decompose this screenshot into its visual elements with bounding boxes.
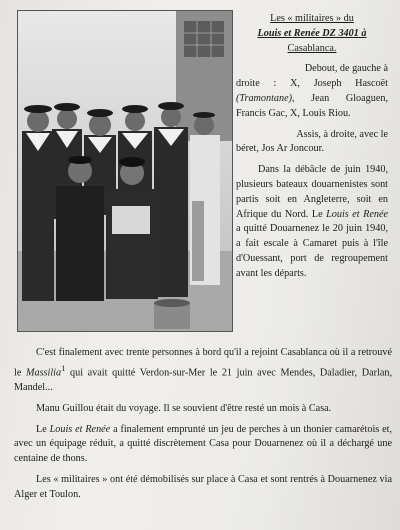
paragraph-3: Manu Guillou était du voyage. Il se souvient d'être resté un mois à Casa. xyxy=(36,402,332,414)
photo-caption-column xyxy=(236,12,388,282)
ship-name-massilia: Massilia xyxy=(26,367,62,379)
caption-standing: droite : X, Joseph Hascoët (Tramontane), Jean Gloaguen, Francis Gac, X, Louis Riou. xyxy=(236,78,388,119)
caption-seated: béret, Jos Ar Joncour. xyxy=(236,143,324,155)
paragraph-2: C'est finalement avec trente personnes à bord qu'il a rejoint Casablanca où il a retrouvé le Massilia$^1$ qui avait quitté Verdon-sur-Mer le 21 juin avec Mendes, Daladier, Darlan, Mandel... xyxy=(14,347,392,393)
paragraph-1: Dans la débâcle de juin 1940, plusieurs bateaux douarnenistes sont partis soit en Angleterre, soit en Afrique du Nord. Le Louis et Renée a quitté Douarnenez le 20 juin 1940, a fait escale à Camaret puis à l'île d'Ouessant, port de regroupement avant les départs. xyxy=(236,164,388,279)
caption-title-line3: Casablanca. xyxy=(287,42,337,54)
group-photo-sailors xyxy=(17,10,233,332)
caption-title-line1: Les « militaires » du xyxy=(270,13,354,24)
ship-name-louis-et-renee: Louis et Renée xyxy=(49,423,111,435)
footnote-marker: 1 xyxy=(61,362,66,373)
caption-standing-lead: Debout, de gauche à xyxy=(304,63,388,75)
body-text xyxy=(14,346,392,503)
paragraph-5: Les « militaires » ont été démobilisés sur place à Casa et sont rentrés à Douarnenez via Alger et Toulon. xyxy=(14,473,392,500)
caption-title-line2: Louis et Renée DZ 3401 à xyxy=(257,27,367,39)
caption-seated-lead: Assis, à droite, avec le xyxy=(296,128,388,140)
photo-illustration xyxy=(18,11,232,331)
ship-name-louis-et-renee: Louis et Renée xyxy=(326,208,388,220)
paragraph-4: Le Louis et Renée a finalement emprunté un jeu de perches à un thonier camarétois et, avec un équipage réduit, a quitté discrètement Casa pour Douarnenez où il a déchargé une centaine de thons. xyxy=(14,423,393,465)
caption-title xyxy=(236,12,388,56)
ship-name-tramontane: (Tramontane) xyxy=(236,92,293,104)
